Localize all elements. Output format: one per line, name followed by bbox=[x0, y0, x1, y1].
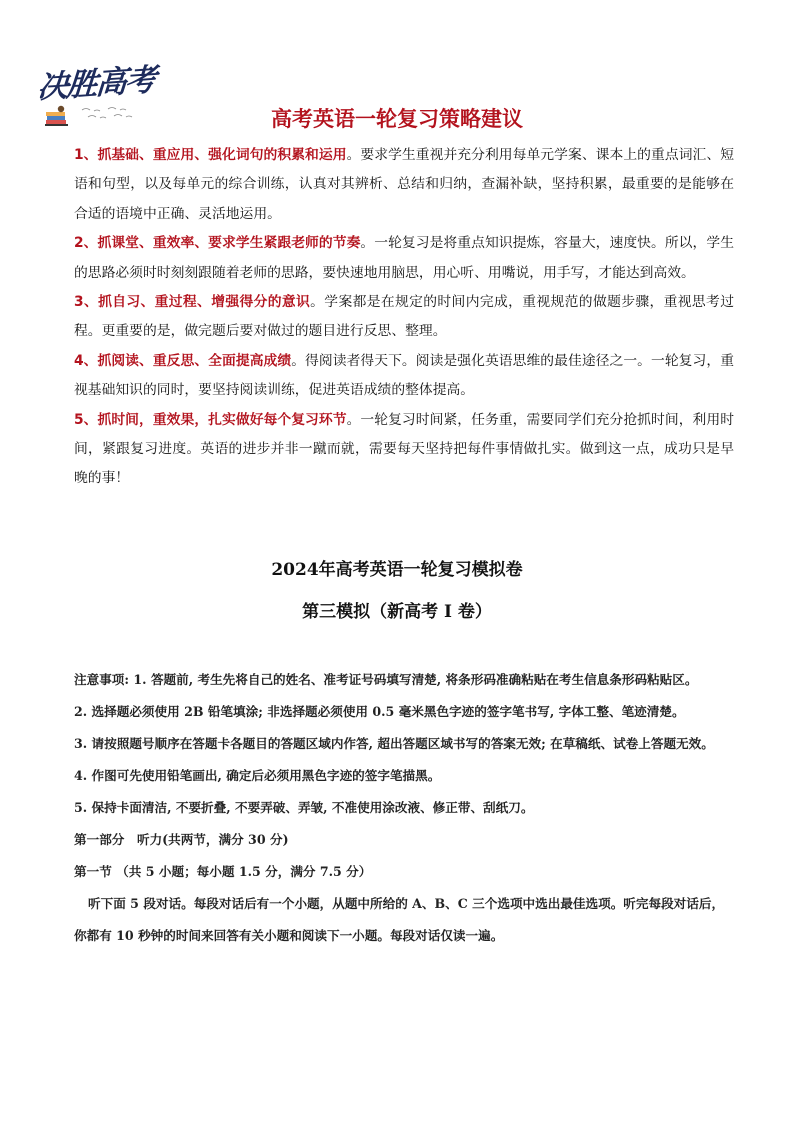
note-item: 3. 请按照题号顺序在答题卡各题目的答题区域内作答, 超出答题区域书写的答案无效; 在草稿纸、试卷上答题无效。 bbox=[74, 736, 714, 751]
strategy-heading: 1、抓基础、重应用、强化词句的积累和运用 bbox=[74, 147, 347, 163]
note-item: 2. 选择题必须使用 2B 铅笔填涂; 非选择题必须使用 0.5 毫米黑色字迹的签字笔书写, 字体工整、笔迹清楚。 bbox=[74, 704, 685, 719]
strategy-text: 。一轮复习时间紧，任务重，需要同学们充分抢抓时间，利用时间，紧跟复习进度。英语的进步并非一蹴而就，需要每天坚持把每件事情做扎实。做到这一点，成功只是早晚的事！ bbox=[74, 411, 735, 487]
section-heading: 第一节 （共 5 小题；每小题 1.5 分，满分 7.5 分） bbox=[74, 864, 372, 879]
strategy-text: 。一轮复习是将重点知识提炼，容量大，速度快。所以，学生的思路必须时时刻刻跟随着老师的思路，要快速地用脑思，用心听、用嘴说，用手写，才能达到高效。 bbox=[74, 235, 734, 281]
strategy-heading: 5、抓时间，重效果，扎实做好每个复习环节 bbox=[74, 411, 347, 428]
strategy-item bbox=[74, 288, 734, 347]
exam-title: 2024年高考英语一轮复习模拟卷 bbox=[271, 560, 523, 580]
strategy-item bbox=[74, 347, 734, 406]
note-item: 注意事项: 1. 答题前, 考生先将自己的姓名、准考证号码填写清楚, 将条形码准确粘贴在考生信息条形码粘贴区。 bbox=[74, 672, 698, 687]
part-heading: 第一部分 听力(共两节，满分 30 分) bbox=[74, 832, 289, 847]
strategy-item bbox=[74, 229, 734, 288]
exam-subtitle: 第三模拟（新高考 I 卷） bbox=[302, 602, 492, 622]
strategy-list bbox=[74, 141, 734, 494]
strategy-text: 。得阅读者得天下。阅读是强化英语思维的最佳途径之一。一轮复习，重视基础知识的同时，要坚持阅读训练，促进英语成绩的整体提高。 bbox=[74, 352, 734, 399]
strategy-heading: 4、抓阅读、重反思、全面提高成绩 bbox=[74, 352, 292, 369]
exam-notes bbox=[74, 664, 734, 952]
strategy-item bbox=[74, 141, 734, 229]
page-title: 高考英语一轮复习策略建议 bbox=[271, 107, 523, 131]
strategy-heading: 2、抓课堂、重效率、要求学生紧跟老师的节奏 bbox=[74, 235, 361, 252]
strategy-heading: 3、抓自习、重过程、增强得分的意识 bbox=[74, 294, 311, 311]
strategy-text: 。学案都是在规定的时间内完成，重视规范的做题步骤，重视思考过程。更重要的是，做完题后要对做过的题目进行反思、整理。 bbox=[74, 294, 734, 340]
logo-text: 决胜高考 bbox=[36, 61, 156, 106]
note-item: 4. 作图可先使用铅笔画出, 确定后必须用黑色字迹的签字笔描黑。 bbox=[74, 768, 441, 783]
section-instructions: 听下面 5 段对话。每段对话后有一个小题，从题中所给的 A、B、C 三个选项中选出最佳选项。听完每段对话后，你都有 10 秒钟的时间来回答有关小题和阅读下一小题。每段对话仅读一遍。 bbox=[74, 896, 725, 943]
strategy-item bbox=[74, 406, 734, 494]
strategy-text: 。要求学生重视并充分利用每单元学案、课本上的重点词汇、短语和句型，以及每单元的综合训练，认真对其辨析、总结和归纳，查漏补缺，坚持积累，最重要的是能够在合适的语境中正确、灵活地运用。 bbox=[74, 147, 735, 222]
note-item: 5. 保持卡面清洁, 不要折叠, 不要弄破、弄皱, 不准使用涂改液、修正带、刮纸刀。 bbox=[74, 800, 534, 815]
